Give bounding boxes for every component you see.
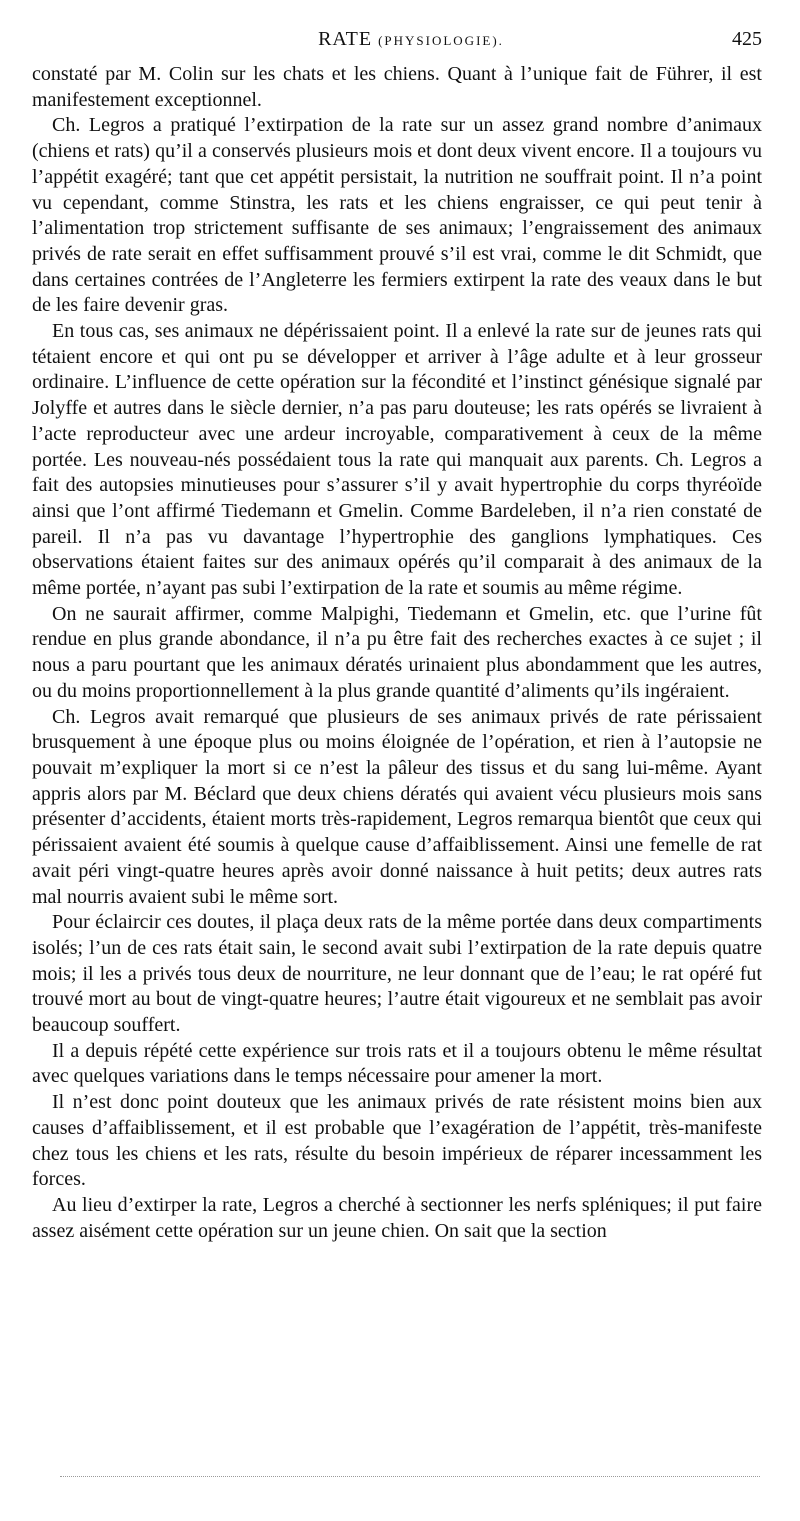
paragraph: Il a depuis répété cette expérience sur trois rats et il a toujours obtenu le même résultat avec quelques variations dans le temps nécessaire pour amener la mort.	[32, 1039, 762, 1088]
paragraph: Ch. Legros a pratiqué l’extirpation de la rate sur un assez grand nombre d’animaux (chiens et rats) qu’il a conservés plusieurs mois et dont deux vivent encore. Il a toujours vu l’appétit exagéré; tant que cet appétit persistait, la nutrition ne souffrait point. Il n’a point vu cependant, comme Stinstra, les rats et les chiens engraisser, ce qui peut tenir à l’alimentation trop strictement suffisante de ses animaux; l’engraissement des animaux privés de rate serait en effet suffisamment prouvé s’il est vrai, comme le dit Schmidt, que dans certaines contrées de l’Angleterre les fermiers extirpent la rate des veaux dans le but de les faire devenir gras.	[32, 114, 762, 317]
paragraph: En tous cas, ses animaux ne dépérissaient point. Il a enlevé la rate sur de jeunes rats qui tétaient encore et qui ont pu se développer et arriver à l’âge adulte et à leur grosseur ordinaire. L’influence de cette opération sur la fécondité et l’instinct génésique signalé par Jolyffe et autres dans le siècle dernier, n’a pas paru douteuse; les rats opérés se livraient à l’acte reproducteur avec une ardeur incroyable, comparativement à ceux de la même portée. Les nouveau-nés possédaient tous la rate qui manquait aux parents. Ch. Legros a fait des autopsies minutieuses pour s’assurer s’il y avait hypertrophie du corps thyréoïde ainsi que l’ont affirmé Tiedemann et Gmelin. Comme Bardeleben, il n’a rien constaté de pareil. Il n’a pas vu davantage l’hypertrophie des ganglions lymphatiques. Ces observations étaient faites sur des animaux opérés qu’il comparait à des animaux de la même portée, n’ayant pas subi l’extirpation de la rate et soumis au même régime.	[32, 320, 762, 600]
running-title-main: RATE	[318, 28, 373, 50]
body-text	[32, 62, 762, 1244]
book-page	[32, 28, 762, 1244]
paragraph-continued: constaté par M. Colin sur les chats et les chiens. Quant à l’unique fait de Führer, il est manifestement exceptionnel.	[32, 63, 762, 111]
running-title	[32, 28, 762, 51]
running-head	[32, 28, 762, 62]
paragraph: Au lieu d’extirper la rate, Legros a cherché à sectionner les nerfs spléniques; il put faire assez aisément cette opération sur un jeune chien. On sait que la section	[32, 1193, 762, 1242]
paragraph: Il n’est donc point douteux que les animaux privés de rate résistent moins bien aux causes d’affaiblissement, et il est probable que l’exagération de l’appétit, très-manifeste chez tous les chiens et les rats, résulte du besoin impérieux de réparer incessamment les forces.	[32, 1091, 762, 1191]
page-number: 425	[732, 28, 762, 50]
bottom-print-artifact	[60, 1476, 760, 1477]
paragraph: Ch. Legros avait remarqué que plusieurs de ses animaux privés de rate périssaient brusquement à une époque plus ou moins éloignée de l’opération, et rien à l’autopsie ne pouvait m’expliquer la mort si ce n’est la pâleur des tissus et du sang lui-même. Ayant appris alors par M. Béclard que deux chiens dératés qui avaient vécu plusieurs mois sans présenter d’accidents, étaient morts très-rapidement, Legros remarqua bientôt que ceux qui périssaient avaient été soumis à quelque cause d’affaiblissement. Ainsi une femelle de rat avait péri vingt-quatre heures après avoir donné naissance à huit petits; deux autres rats mal nourris avaient subi le même sort.	[32, 705, 762, 908]
paragraph: On ne saurait affirmer, comme Malpighi, Tiedemann et Gmelin, etc. que l’urine fût rendue en plus grande abondance, il n’a pu être fait des recherches exactes à ce sujet ; il nous a paru pourtant que les animaux dératés urinaient plus abondamment que les autres, ou du moins proportionnellement à la plus grande quantité d’aliments qu’ils ingéraient.	[32, 602, 762, 702]
paragraph: Pour éclaircir ces doutes, il plaça deux rats de la même portée dans deux compartiments isolés; l’un de ces rats était sain, le second avait subi l’extirpation de la rate depuis quatre mois; il les a privés tous deux de nourriture, ne leur donnant que de l’eau; le rat opéré fut trouvé mort au bout de vingt-quatre heures; l’autre était vigoureux et ne semblait pas avoir beaucoup souffert.	[32, 911, 762, 1037]
running-title-sub: (PHYSIOLOGIE).	[378, 33, 504, 48]
